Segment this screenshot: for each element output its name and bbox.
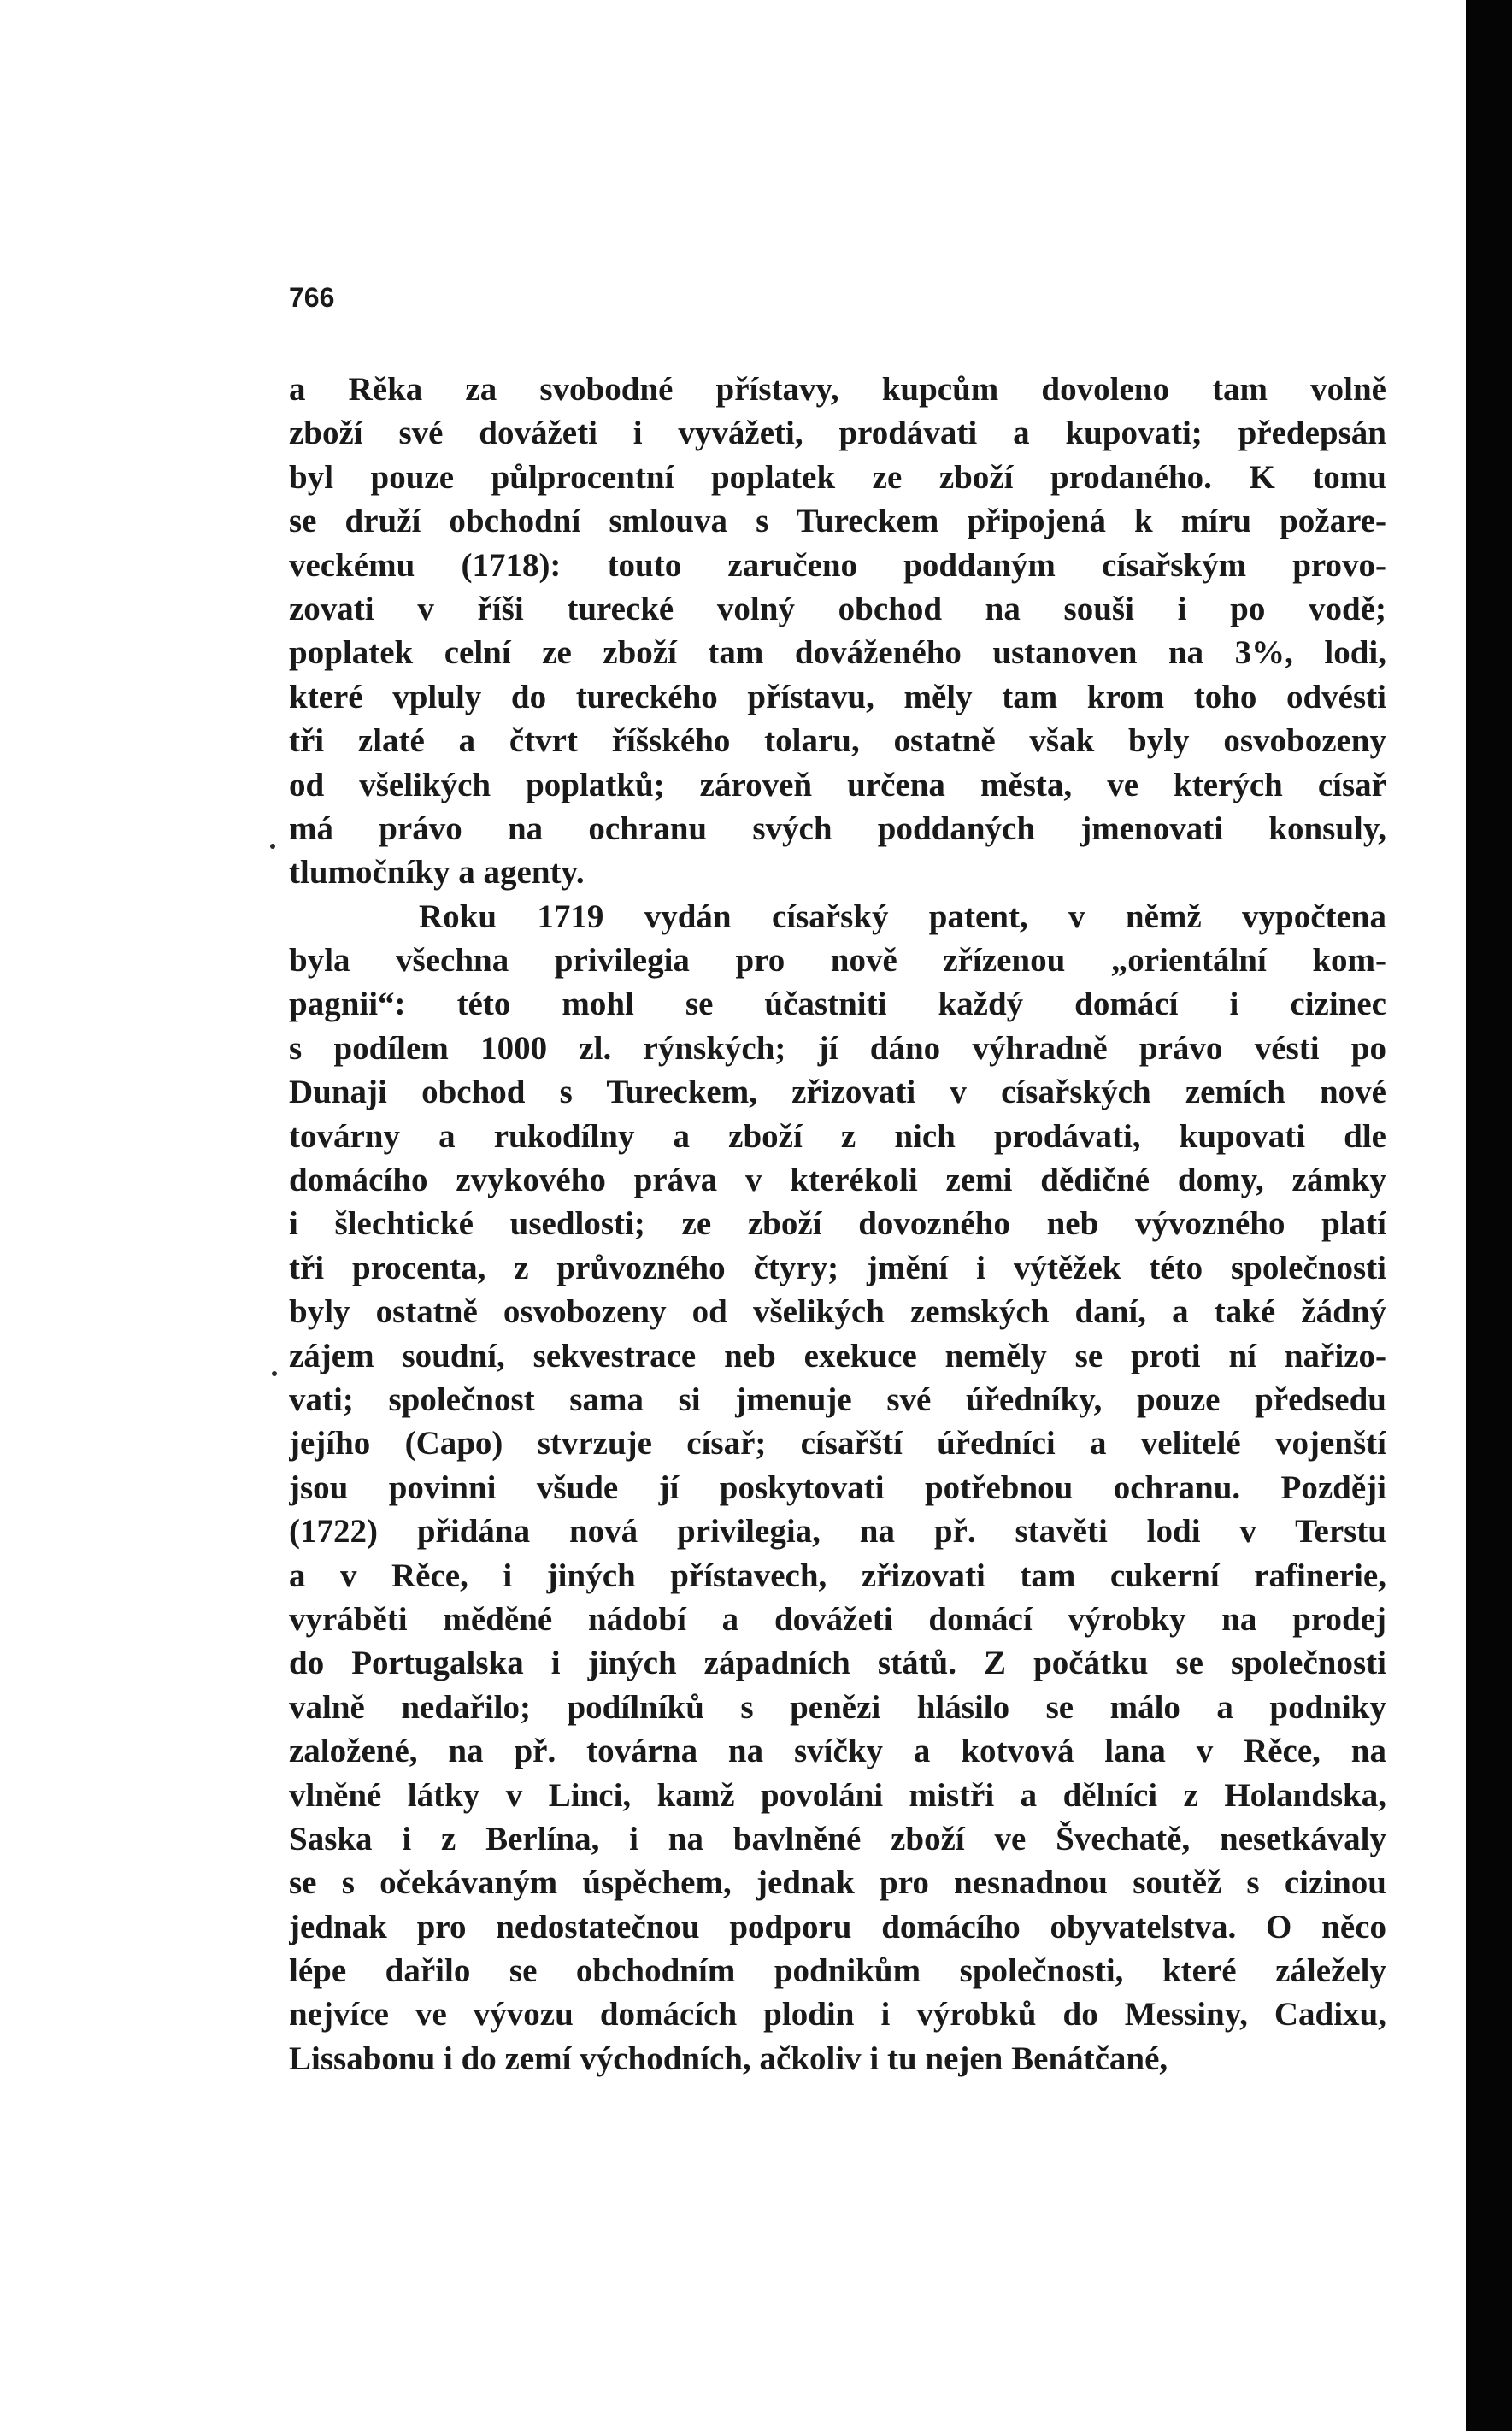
- text-line: a v Rěce, i jiných přístavech, zřizovati tam cukerní rafinerie,: [289, 1557, 1386, 1594]
- page-number: 766: [289, 282, 335, 313]
- text-line: (1722) přidána nová privilegia, na př. stavěti lodi v Terstu: [289, 1513, 1386, 1551]
- text-line: založené, na př. továrna na svíčky a kotvová lana v Rěce, na: [289, 1733, 1386, 1770]
- text-line: jednak pro nedostatečnou podporu domácího obyvatelstva. O něco: [289, 1908, 1386, 1945]
- text-line: Lissabonu i do zemí východních, ačkoliv i tu nejen Benátčané,: [289, 2040, 1168, 2077]
- text-line: zovati v říši turecké volný obchod na souši i po vodě;: [289, 590, 1386, 627]
- text-line: s podílem 1000 zl. rýnských; jí dáno výhradně právo vésti po: [289, 1029, 1386, 1067]
- scan-border: [1466, 0, 1512, 2431]
- paragraph: [289, 368, 1386, 895]
- text-line: poplatek celní ze zboží tam dováženého ustanoven na 3%, lodi,: [289, 634, 1386, 672]
- text-line: a Rěka za svobodné přístavy, kupcům dovoleno tam volně: [289, 371, 1386, 408]
- text-line: tři zlaté a čtvrt říšského tolaru, ostatně však byly osvobozeny: [289, 722, 1386, 760]
- text-line: lépe dařilo se obchodním podnikům společnosti, které záležely: [289, 1952, 1386, 1990]
- text-line: továrny a rukodílny a zboží z nich prodávati, kupovati dle: [289, 1117, 1386, 1155]
- text-line: se druží obchodní smlouva s Tureckem připojená k míru požare-: [289, 503, 1386, 540]
- text-line: vyráběti měděné nádobí a dovážeti domácí výrobky na prodej: [289, 1600, 1386, 1638]
- text-line: má právo na ochranu svých poddaných jmenovati konsuly,: [289, 809, 1386, 847]
- text-line: valně nedařilo; podílníků s penězi hlásilo se málo a podniky: [289, 1688, 1386, 1726]
- text-line: veckému (1718): touto zaručeno poddaným císařským provo-: [289, 546, 1386, 584]
- text-line: zájem soudní, sekvestrace neb exekuce neměly se proti ní nařizo-: [289, 1337, 1386, 1374]
- text-line: nejvíce ve vývozu domácích plodin i výrobků do Messiny, Cadixu,: [289, 1996, 1386, 2034]
- text-line: jejího (Capo) stvrzuje císař; císařští úředníci a velitelé vojenští: [289, 1425, 1386, 1463]
- text-line: které vpluly do tureckého přístavu, měly tam krom toho odvésti: [289, 678, 1386, 715]
- text-line: byl pouze půlprocentní poplatek ze zboží prodaného. K tomu: [289, 458, 1386, 496]
- text-line: se s očekávaným úspěchem, jednak pro nesnadnou soutěž s cizinou: [289, 1864, 1386, 1902]
- text-line: vati; společnost sama si jmenuje své úředníky, pouze předsedu: [289, 1380, 1386, 1418]
- text-line: Dunaji obchod s Tureckem, zřizovati v císařských zemích nové: [289, 1074, 1386, 1111]
- text-line: pagnii“: této mohl se účastniti každý domácí i cizinec: [289, 986, 1386, 1023]
- text-line: Roku 1719 vydán císařský patent, v němž vypočtena: [419, 898, 1386, 935]
- paragraph: [289, 895, 1386, 2081]
- text-line: zboží své dovážeti i vyvážeti, prodávati a kupovati; předepsán: [289, 415, 1386, 452]
- text-line: i šlechtické usedlosti; ze zboží dovozného neb vývozného platí: [289, 1205, 1386, 1243]
- text-line: byly ostatně osvobozeny od všelikých zemských daní, a také žádný: [289, 1293, 1386, 1331]
- text-line: Saska i z Berlína, i na bavlněné zboží ve Švechatě, nesetkávaly: [289, 1820, 1386, 1857]
- text-line: tři procenta, z průvozného čtyry; jmění i výtěžek této společnosti: [289, 1249, 1386, 1286]
- text-column: [289, 368, 1386, 2081]
- text-line: do Portugalska i jiných západních států. Z počátku se společnosti: [289, 1645, 1386, 1682]
- text-line: jsou povinni všude jí poskytovati potřebnou ochranu. Později: [289, 1469, 1386, 1506]
- text-line: domácího zvykového práva v kterékoli zemi dědičné domy, zámky: [289, 1162, 1386, 1199]
- scan-speck: [272, 1371, 277, 1376]
- text-line: tlumočníky a agenty.: [289, 854, 585, 892]
- text-line: byla všechna privilegia pro nově zřízenou „orientální kom-: [289, 942, 1386, 980]
- text-line: vlněné látky v Linci, kamž povoláni mistři a dělníci z Holandska,: [289, 1776, 1386, 1814]
- text-line: od všelikých poplatků; zároveň určena města, ve kterých císař: [289, 766, 1386, 803]
- scan-speck: [270, 844, 275, 849]
